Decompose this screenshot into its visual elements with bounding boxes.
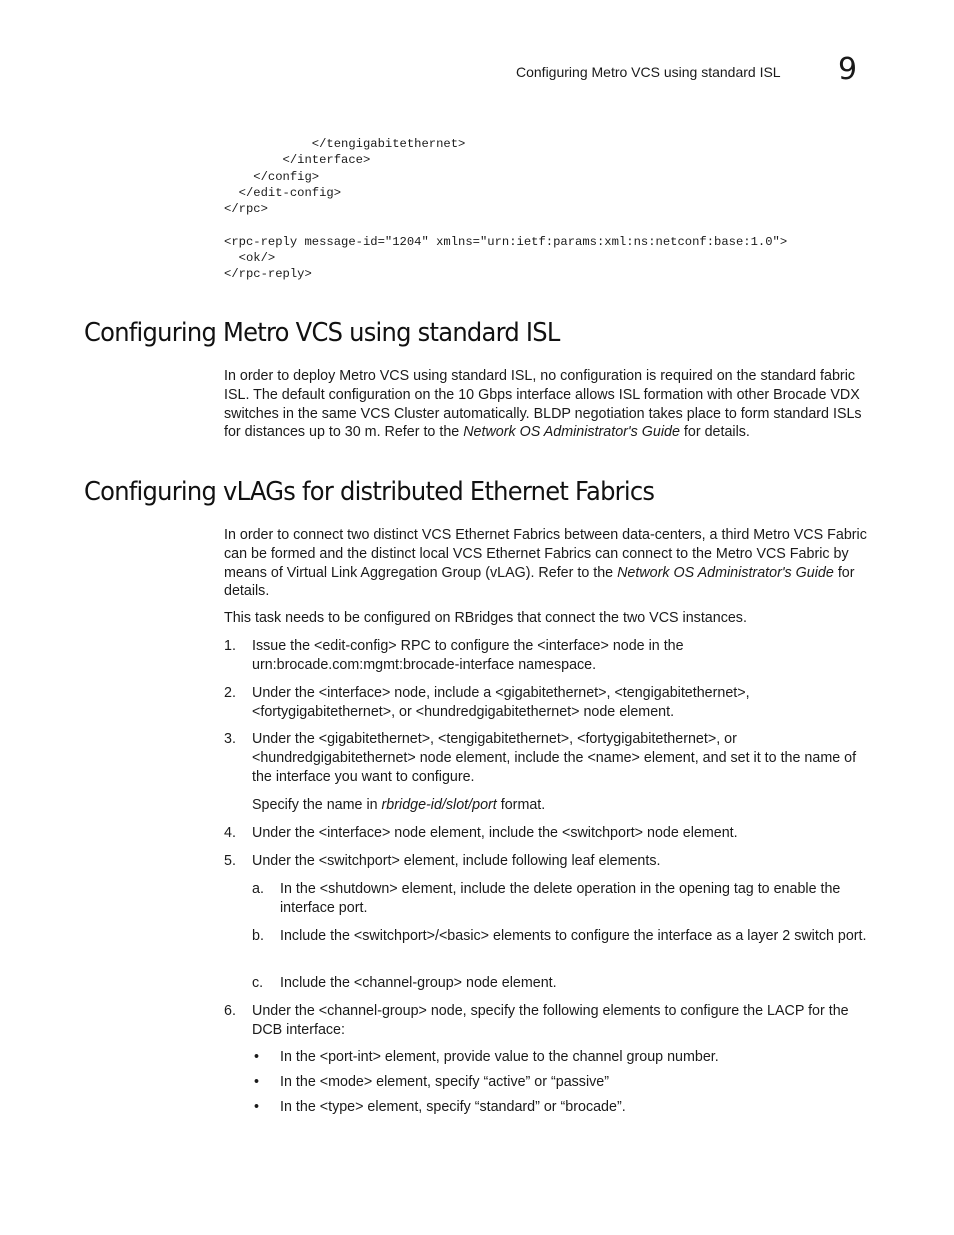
body-text: In order to deploy Metro VCS using standard ISL, no configuration is required on the standard fabric ISL. The default configuration on the 10 Gbps interface allows ISL formation with other Brocade VDX switches in the same VCS Cluster automatically. BLDP negotiation takes place to form standard ISLs for distances up to 30 m. Refer to the: [224, 368, 862, 441]
name-format: rbridge-id/slot/port: [381, 797, 497, 813]
guide-title: Network OS Administrator's Guide: [463, 424, 680, 441]
guide-title: Network OS Administrator's Guide: [617, 564, 834, 581]
step-text: Under the <interface> node, include a <gigabitethernet>, <tengigabitethernet>, <fortygigabitethernet>, or <hundredgigabitethernet> node element.: [252, 685, 750, 720]
code-line: [224, 217, 787, 233]
bullet-text: In the <type> element, specify “standard” or “brocade”.: [280, 1099, 626, 1115]
running-header: Configuring Metro VCS using standard ISL: [516, 64, 781, 80]
section-metro-vcs-body: [224, 367, 872, 442]
code-line: </config>: [224, 169, 320, 184]
task-note: This task needs to be configured on RBridges that connect the two VCS instances.: [224, 610, 747, 626]
step-number: 5.: [224, 853, 236, 869]
code-line: </interface>: [224, 153, 371, 168]
code-line: </tengigabitethernet>: [224, 137, 466, 151]
note-text: Specify the name in: [252, 797, 382, 813]
code-line: </edit-config>: [224, 185, 342, 200]
bullet-icon: •: [254, 1049, 260, 1065]
bullet-icon: •: [254, 1074, 260, 1090]
code-block: [224, 136, 787, 283]
substep-text: Include the <channel-group> node element.: [280, 975, 557, 991]
section-heading-vlags: Configuring vLAGs for distributed Ethernet Fabrics: [84, 477, 655, 507]
body-text: for details.: [224, 564, 855, 600]
note-text: format.: [496, 797, 546, 813]
section-heading-metro-vcs: Configuring Metro VCS using standard ISL: [84, 318, 560, 348]
bullet-text: In the <port-int> element, provide value to the channel group number.: [280, 1049, 719, 1065]
bullet-text: In the <mode> element, specify “active” or “passive”: [280, 1074, 609, 1090]
body-text: for details.: [679, 424, 750, 441]
substep-text: In the <shutdown> element, include the delete operation in the opening tag to enable the interface port.: [280, 881, 841, 916]
step-note: [252, 796, 545, 815]
substep-letter: a.: [252, 881, 264, 897]
body-text: In order to connect two distinct VCS Ethernet Fabrics between data-centers, a third Metro VCS Fabric can be formed and the distinct local VCS Ethernet Fabrics can connect to the Metro VCS Fabric by means of Virtual Link Aggregation Group (vLAG). Refer to the: [224, 527, 867, 581]
step-number: 6.: [224, 1003, 236, 1019]
step-text: Under the <channel-group> node, specify the following elements to configure the LACP for the DCB interface:: [252, 1003, 849, 1038]
chapter-number: 9: [838, 52, 858, 87]
step-text: Under the <gigabitethernet>, <tengigabitethernet>, <fortygigabitethernet>, or <hundredgigabitethernet> node element, include the <name> element, and set it to the name of the interface you want to configure.: [252, 731, 857, 785]
section-vlags-intro: [224, 526, 872, 601]
step-number: 4.: [224, 825, 236, 841]
step-text: Under the <switchport> element, include following leaf elements.: [252, 853, 661, 869]
substep-text: Include the <switchport>/<basic> elements to configure the interface as a layer 2 switch port.: [280, 928, 867, 944]
step-number: 3.: [224, 731, 236, 747]
step-text: Under the <interface> node element, include the <switchport> node element.: [252, 825, 738, 841]
substep-letter: b.: [252, 928, 264, 944]
step-text: Issue the <edit-config> RPC to configure the <interface> node in the urn:brocade.com:mgmt:brocade-interface namespace.: [252, 638, 684, 673]
code-line: <ok/>: [224, 251, 276, 266]
code-line: </rpc>: [224, 202, 268, 217]
bullet-icon: •: [254, 1099, 260, 1115]
code-line: </rpc-reply>: [224, 267, 312, 282]
code-line: <rpc-reply message-id="1204" xmlns="urn:ietf:params:xml:ns:netconf:base:1.0">: [224, 234, 788, 249]
step-number: 2.: [224, 685, 236, 701]
step-number: 1.: [224, 638, 236, 654]
substep-letter: c.: [252, 975, 264, 991]
